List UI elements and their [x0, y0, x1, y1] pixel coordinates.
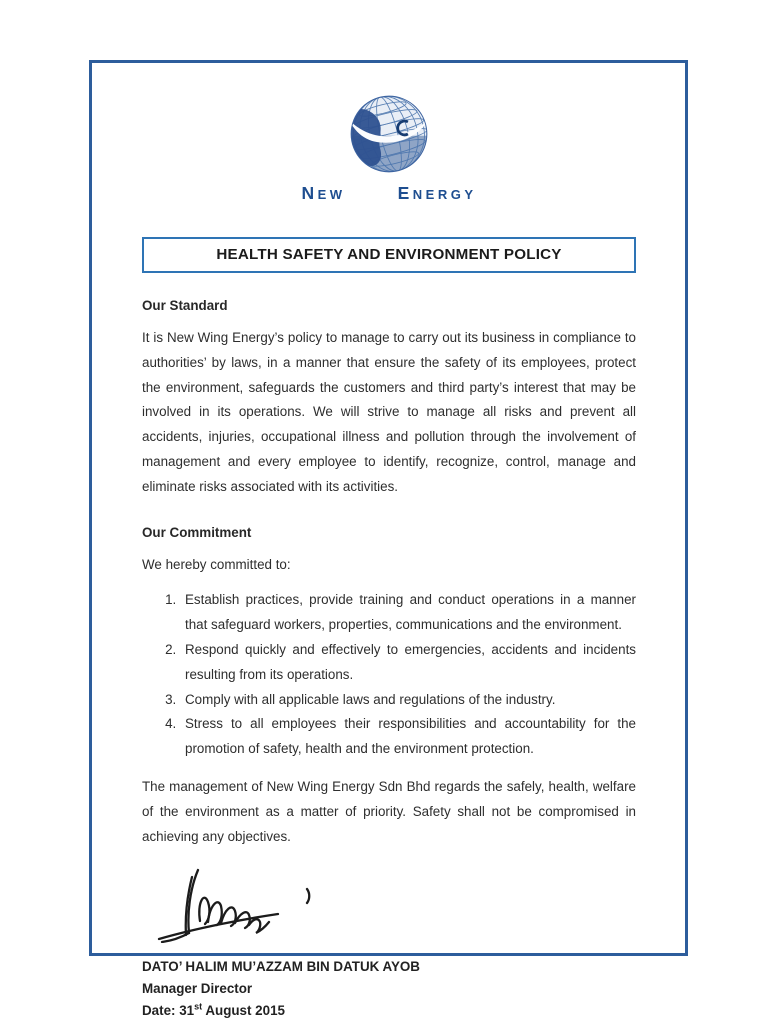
- commitment-item: 3. Comply with all applicable laws and regulations of the industry.: [180, 688, 636, 713]
- company-logo: [142, 91, 636, 204]
- signature-date: [142, 1000, 636, 1022]
- handwritten-signature: [152, 865, 636, 948]
- logo-word-new: NEW: [301, 183, 346, 203]
- signatory-title: Manager Director: [142, 981, 253, 997]
- commitment-item: 4. Stress to all employees their responsibilities and accountability for the promotion of safety, health and the environment protection.: [180, 712, 636, 762]
- commitment-intro: We hereby committed to:: [142, 556, 291, 572]
- logo-word-energy: ENERGY: [397, 183, 477, 203]
- commitment-list: [142, 588, 636, 762]
- commitment-item: 2. Respond quickly and effectively to emergencies, accidents and incidents resulting from its operations.: [180, 638, 636, 688]
- logo-wordmark: [142, 183, 636, 204]
- signatory-block: [142, 956, 636, 1022]
- date-suffix: August 2015: [202, 1003, 285, 1019]
- standard-heading: Our Standard: [142, 298, 228, 313]
- policy-title: HEALTH SAFETY AND ENVIRONMENT POLICY: [216, 246, 562, 263]
- commitment-heading: Our Commitment: [142, 524, 252, 540]
- policy-title-box: [142, 237, 636, 273]
- closing-paragraph: The management of New Wing Energy Sdn Bhd regards the safely, health, welfare of the environment as a matter of priority. Safety shall not be compromised in achieving any objectives.: [142, 778, 636, 844]
- date-prefix: Date: 31: [142, 1003, 195, 1019]
- globe-icon: [346, 91, 432, 182]
- page-content: [92, 63, 685, 1022]
- signatory-name: DATO’ HALIM MU’AZZAM BIN DATUK AYOB: [142, 959, 420, 975]
- commitment-item: 1. Establish practices, provide training and conduct operations in a manner that safeguard workers, properties, communications and the environment.: [180, 588, 636, 638]
- date-ordinal-suffix: st: [194, 1001, 203, 1012]
- page-border-frame: [89, 60, 688, 1019]
- standard-paragraph: It is New Wing Energy’s policy to manage to carry out its business in compliance to authorities’ by laws, in a manner that ensure the safety of its employees, protect the environment, safeguards the customers and third party’s interest that may be involved in its operations. We will strive to manage all risks and prevent all accidents, injuries, occupational illness and pollution through the involvement of management and every employee to identify, recognize, control, manage and eliminate risks associated with its activities.: [142, 330, 636, 494]
